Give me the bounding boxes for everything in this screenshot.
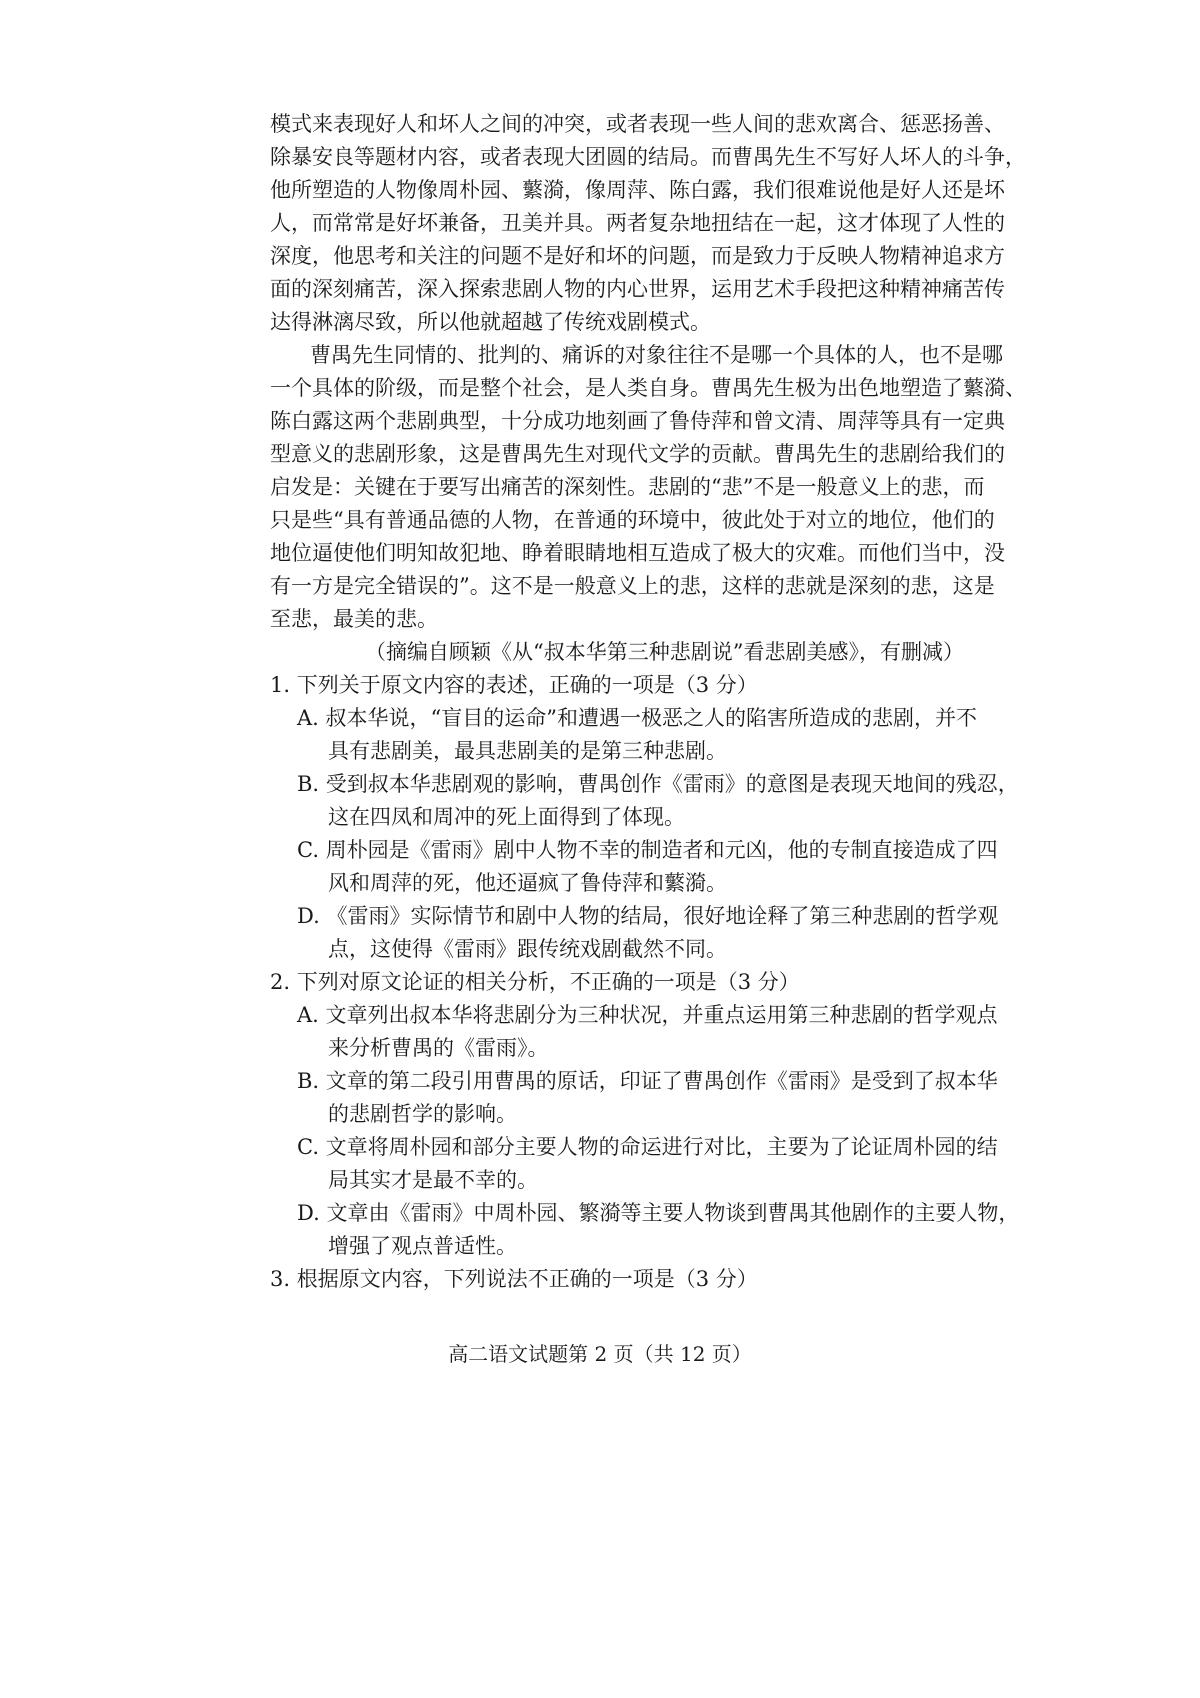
passage-line: 人，而常常是好坏兼备，丑美并具。两者复杂地扭结在一起，这才体现了人性的	[270, 211, 1005, 235]
option-b: B. 受到叔本华悲剧观的影响，曹禺创作《雷雨》的意图是表现天地间的残忍，	[297, 772, 1019, 796]
passage-line: 至悲，最美的悲。	[270, 607, 438, 631]
option-a: A. 文章列出叔本华将悲剧分为三种状况，并重点运用第三种悲剧的哲学观点	[297, 1003, 998, 1027]
option-a: A. 叔本华说，“盲目的运命”和遭遇一极恶之人的陷害所造成的悲剧，并不	[297, 706, 977, 730]
passage-line: 模式来表现好人和坏人之间的冲突，或者表现一些人间的悲欢离合、惩恶扬善、	[270, 112, 1005, 136]
option-d-cont: 点，这使得《雷雨》跟传统戏剧截然不同。	[328, 937, 727, 961]
passage-line: 面的深刻痛苦，深入探索悲剧人物的内心世界，运用艺术手段把这种精神痛苦传	[270, 277, 1005, 301]
passage-line: 曹禺先生同情的、批判的、痛诉的对象往往不是哪一个具体的人，也不是哪	[310, 343, 1003, 367]
option-b-cont: 这在四凤和周冲的死上面得到了体现。	[328, 805, 685, 829]
option-b: B. 文章的第二段引用曹禺的原话，印证了曹禺创作《雷雨》是受到了叔本华	[297, 1069, 998, 1093]
passage-line: 只是些“具有普通品德的人物，在普通的环境中，彼此处于对立的地位，他们的	[270, 508, 995, 532]
passage-line: 他所塑造的人物像周朴园、蘩漪，像周萍、陈白露，我们很难说他是好人还是坏	[270, 178, 1005, 202]
passage-line: 启发是：关键在于要写出痛苦的深刻性。悲剧的“悲”不是一般意义上的悲，而	[270, 475, 985, 499]
passage-line: 一个具体的阶级，而是整个社会，是人类自身。曹禺先生极为出色地塑造了蘩漪、	[270, 376, 1026, 400]
question-stem: 1. 下列关于原文内容的表述，正确的一项是（3 分）	[270, 673, 758, 697]
passage-line: 陈白露这两个悲剧典型，十分成功地刻画了鲁侍萍和曾文清、周萍等具有一定典	[270, 409, 1005, 433]
option-c: C. 周朴园是《雷雨》剧中人物不幸的制造者和元凶，他的专制直接造成了四	[297, 838, 998, 862]
option-a-cont: 来分析曹禺的《雷雨》。	[328, 1036, 549, 1060]
passage-line: 地位逼使他们明知故犯地、睁着眼睛地相互造成了极大的灾难。而他们当中，没	[270, 541, 1005, 565]
option-d: D. 文章由《雷雨》中周朴园、繁漪等主要人物谈到曹禺其他剧作的主要人物，	[297, 1201, 1020, 1225]
question-stem: 2. 下列对原文论证的相关分析，不正确的一项是（3 分）	[270, 970, 800, 994]
option-b-cont: 的悲剧哲学的影响。	[328, 1102, 517, 1126]
page-footer: 高二语文试题第 2 页（共 12 页）	[448, 1342, 752, 1366]
option-d-cont: 增强了观点普适性。	[328, 1234, 517, 1258]
option-d: D. 《雷雨》实际情节和剧中人物的结局，很好地诠释了第三种悲剧的哲学观	[297, 904, 999, 928]
option-a-cont: 具有悲剧美，最具悲剧美的是第三种悲剧。	[328, 739, 727, 763]
source-citation: （摘编自顾颖《从“叔本华第三种悲剧说”看悲剧美感》，有删减）	[365, 640, 964, 664]
option-c: C. 文章将周朴园和部分主要人物的命运进行对比，主要为了论证周朴园的结	[297, 1135, 998, 1159]
passage-line: 除暴安良等题材内容，或者表现大团圆的结局。而曹禺先生不写好人坏人的斗争，	[270, 145, 1026, 169]
passage-line: 达得淋漓尽致，所以他就超越了传统戏剧模式。	[270, 310, 711, 334]
option-c-cont: 风和周萍的死，他还逼疯了鲁侍萍和蘩漪。	[328, 871, 727, 895]
passage-line: 型意义的悲剧形象，这是曹禺先生对现代文学的贡献。曹禺先生的悲剧给我们的	[270, 442, 1005, 466]
question-stem: 3. 根据原文内容，下列说法不正确的一项是（3 分）	[270, 1267, 758, 1291]
option-c-cont: 局其实才是最不幸的。	[328, 1168, 538, 1192]
passage-line: 有一方是完全错误的”。这不是一般意义上的悲，这样的悲就是深刻的悲，这是	[270, 574, 995, 598]
passage-line: 深度，他思考和关注的问题不是好和坏的问题，而是致力于反映人物精神追求方	[270, 244, 1005, 268]
